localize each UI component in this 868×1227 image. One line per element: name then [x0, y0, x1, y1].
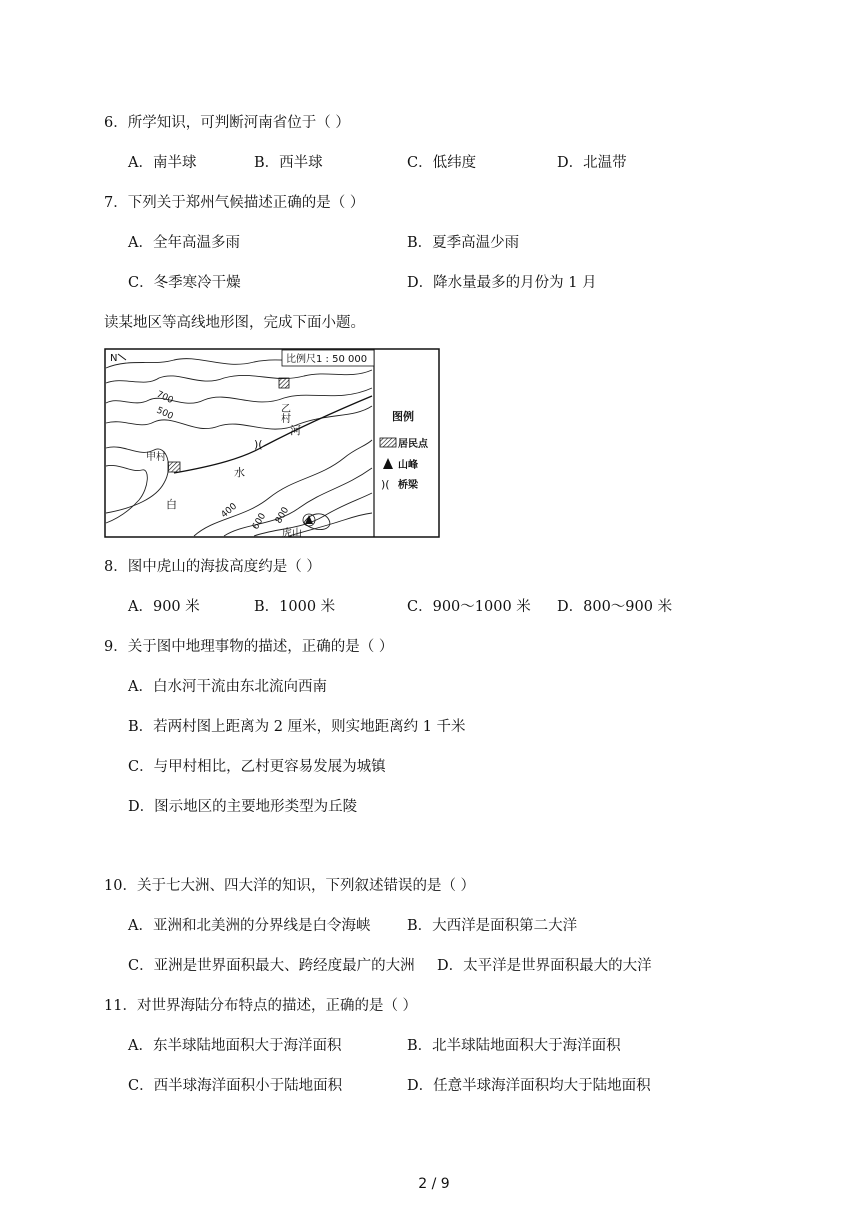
q8-option-d: D．800～900 米 [557, 599, 673, 615]
contour-label-500: 500 [154, 405, 175, 422]
legend-settlement-label: 居民点 [398, 439, 428, 450]
q7-option-c: C．冬季寒冷干燥 [128, 275, 241, 291]
map-intro: 读某地区等高线地形图，完成下面小题。 [104, 315, 365, 331]
question-8-stem: 8．图中虎山的海拔高度约是（ ） [104, 559, 321, 575]
q11-option-c: C．西半球海洋面积小于陆地面积 [128, 1078, 343, 1094]
q11-option-b: B．北半球陆地面积大于海洋面积 [407, 1038, 621, 1054]
q11-option-a: A．东半球陆地面积大于海洋面积 [128, 1038, 342, 1054]
q8-option-c: C．900～1000 米 [407, 599, 531, 615]
peak-label: 虎山 [282, 528, 302, 538]
question-10-stem: 10．关于七大洲、四大洋的知识，下列叙述错误的是（ ） [104, 878, 476, 894]
river-label-bai: 白 [166, 498, 177, 511]
q6-option-c: C．低纬度 [407, 155, 477, 171]
north-arrow-label: N [110, 353, 118, 364]
village-yi-marker [279, 378, 289, 388]
q9-option-d: D．图示地区的主要地形类型为丘陵 [128, 799, 358, 815]
question-6-stem: 6．所学知识，可判断河南省位于（ ） [104, 115, 350, 131]
q9-option-b: B．若两村图上距离为 2 厘米，则实地距离约 1 千米 [128, 719, 466, 735]
q10-option-b: B．大西洋是面积第二大洋 [407, 918, 578, 934]
village-jia-marker [168, 462, 180, 472]
q6-option-d: D．北温带 [557, 155, 627, 171]
q7-option-a: A．全年高温多雨 [128, 235, 240, 251]
q7-option-b: B．夏季高温少雨 [407, 235, 520, 251]
q10-option-d: D．太平洋是世界面积最大的大洋 [437, 958, 652, 974]
contour-label-600: 600 [250, 511, 269, 532]
q7-option-d: D．降水量最多的月份为 1 月 [407, 275, 597, 291]
legend-peak-label: 山峰 [398, 460, 418, 471]
bridge-icon: )( [254, 438, 263, 451]
page-number: 2 / 9 [418, 1176, 450, 1192]
legend-settlement-icon [380, 438, 396, 447]
river-label-shui: 水 [234, 466, 245, 479]
question-11-stem: 11．对世界海陆分布特点的描述，正确的是（ ） [104, 998, 418, 1014]
village-jia-label: 甲村 [146, 452, 166, 463]
contour-label-800: 800 [273, 505, 292, 526]
contour-label-400: 400 [219, 501, 240, 521]
contour-label-700: 700 [154, 389, 175, 406]
map-scale: 比例尺1 : 50 000 [286, 354, 368, 365]
q9-option-c: C．与甲村相比，乙村更容易发展为城镇 [128, 759, 386, 775]
question-9-stem: 9．关于图中地理事物的描述，正确的是（ ） [104, 639, 394, 655]
q8-option-b: B．1000 米 [254, 599, 336, 615]
q10-option-a: A．亚洲和北美洲的分界线是白令海峡 [128, 918, 371, 934]
village-yi-label: 乙村 [278, 403, 290, 423]
legend-title: 图例 [392, 410, 414, 423]
river-label-he: 河 [290, 424, 301, 437]
q6-option-b: B．西半球 [254, 155, 323, 171]
contour-map [104, 348, 440, 538]
q9-option-a: A．白水河干流由东北流向西南 [128, 679, 327, 695]
q11-option-d: D．任意半球海洋面积均大于陆地面积 [407, 1078, 651, 1094]
legend-bridge-icon: )( [381, 478, 390, 491]
question-7-stem: 7．下列关于郑州气候描述正确的是（ ） [104, 195, 365, 211]
legend-bridge-label: 桥梁 [398, 480, 418, 491]
q8-option-a: A．900 米 [128, 599, 200, 615]
q6-option-a: A．南半球 [128, 155, 197, 171]
q10-option-c: C．亚洲是世界面积最大、跨经度最广的大洲 [128, 958, 415, 974]
